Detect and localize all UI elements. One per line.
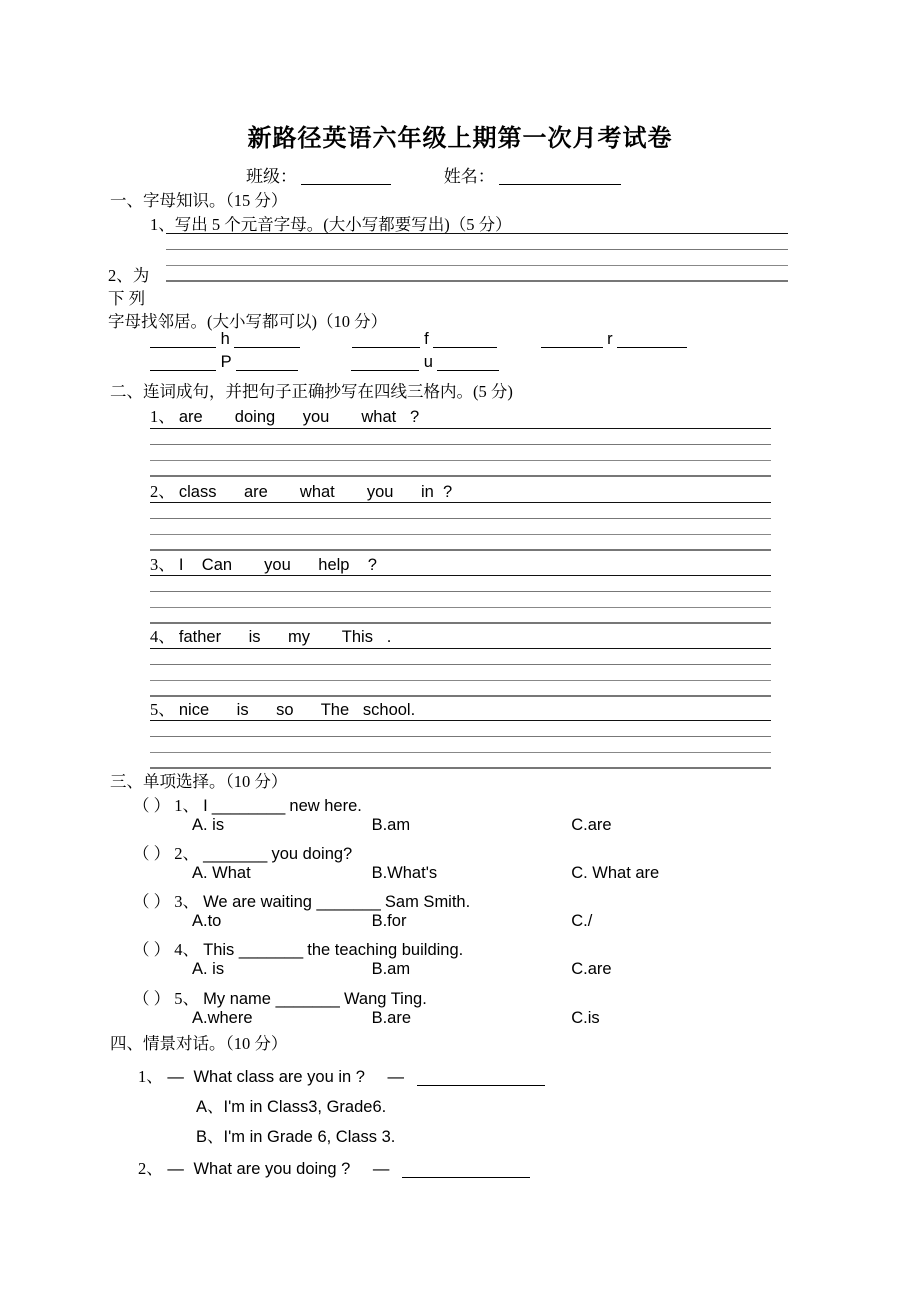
question-number: 3、 xyxy=(174,892,199,911)
dialogue-question: What are you doing ? xyxy=(193,1160,351,1178)
neighbour-blank-after-h[interactable] xyxy=(234,347,300,348)
dialogue-question: What class are you in ? xyxy=(193,1068,365,1086)
class-label: 班级： xyxy=(246,167,297,186)
mc-options-2 xyxy=(192,864,659,883)
option-c[interactable]: C./ xyxy=(571,912,593,930)
name-input-blank[interactable] xyxy=(499,184,621,185)
item-words: I Can you help ? xyxy=(178,556,377,574)
dialogue-item-2 xyxy=(138,1155,530,1179)
dash-icon: — xyxy=(167,1160,184,1178)
mc-question-1 xyxy=(133,792,362,816)
mc-question-5 xyxy=(133,985,427,1009)
writing-staff-s2-item5[interactable] xyxy=(150,720,771,768)
option-a[interactable]: A. is xyxy=(192,960,225,978)
answer-blank[interactable]: _______ xyxy=(316,893,381,911)
letter-p: P xyxy=(220,353,232,371)
stem-after: new here. xyxy=(289,797,362,815)
option-b[interactable]: B.are xyxy=(371,1009,412,1027)
option-a[interactable]: A. is xyxy=(192,816,225,834)
answer-bracket-3[interactable]: （ ） xyxy=(133,892,171,911)
dash-icon: — xyxy=(387,1068,405,1086)
section-2-item-2 xyxy=(150,478,452,502)
neighbour-blank-after-u[interactable] xyxy=(437,370,499,371)
letter-neighbours-row-2 xyxy=(150,353,499,372)
letter-neighbours-row-1 xyxy=(150,330,687,349)
neighbour-blank-after-p[interactable] xyxy=(236,370,298,371)
neighbour-blank-after-r[interactable] xyxy=(617,347,687,348)
mc-question-4 xyxy=(133,936,463,960)
name-label: 姓名： xyxy=(443,167,495,186)
stem-after: the teaching building. xyxy=(307,941,464,959)
option-a[interactable]: A.to xyxy=(192,912,222,930)
writing-staff-s2-item3[interactable] xyxy=(150,575,771,623)
option-a[interactable]: A.where xyxy=(192,1009,253,1027)
item-number: 3、 xyxy=(150,555,175,574)
answer-blank[interactable]: ________ xyxy=(211,797,286,815)
answer-bracket-2[interactable]: （ ） xyxy=(133,844,171,863)
dialogue-answer-blank-2[interactable] xyxy=(402,1177,530,1178)
answer-blank[interactable]: _______ xyxy=(238,941,304,959)
section-4-heading: 四、情景对话。（10 分） xyxy=(110,1034,288,1053)
dash-icon: — xyxy=(167,1068,184,1086)
section-3-heading: 三、单项选择。（10 分） xyxy=(110,772,288,791)
class-input-blank[interactable] xyxy=(301,184,391,185)
item-number: 2、 xyxy=(138,1159,163,1178)
section-1-heading: 一、字母知识。（15 分） xyxy=(110,191,288,210)
section-1-item-2-line1: 2、为 xyxy=(108,266,150,285)
option-a[interactable]: A. What xyxy=(192,864,251,882)
answer-bracket-5[interactable]: （ ） xyxy=(133,989,171,1008)
section-2-item-4 xyxy=(150,623,391,647)
neighbour-blank-before-u[interactable] xyxy=(351,370,419,371)
stem-after: Wang Ting. xyxy=(343,990,427,1008)
answer-blank[interactable]: _______ xyxy=(275,990,340,1008)
item-number: 2、 xyxy=(150,482,175,501)
option-c[interactable]: C.are xyxy=(571,816,612,834)
question-number: 4、 xyxy=(174,940,199,959)
neighbour-blank-before-p[interactable] xyxy=(150,370,216,371)
writing-staff-s2-item2[interactable] xyxy=(150,502,771,550)
letter-h: h xyxy=(220,330,230,348)
stem-after: Sam Smith. xyxy=(384,893,471,911)
dash-icon: — xyxy=(372,1160,390,1178)
letter-f: f xyxy=(424,330,429,348)
stem-before: I xyxy=(203,797,208,815)
neighbour-blank-before-h[interactable] xyxy=(150,347,216,348)
neighbour-blank-after-f[interactable] xyxy=(433,347,497,348)
option-c[interactable]: C.is xyxy=(571,1009,600,1027)
option-b[interactable]: B.for xyxy=(371,912,407,930)
writing-staff-section1[interactable] xyxy=(166,233,788,281)
mc-options-5 xyxy=(192,1009,600,1028)
option-c[interactable]: C.are xyxy=(571,960,612,978)
dialogue-item-1 xyxy=(138,1063,545,1087)
question-number: 5、 xyxy=(174,989,199,1008)
question-number: 1、 xyxy=(174,796,199,815)
option-b[interactable]: B.What's xyxy=(371,864,438,882)
item-words: nice is so The school. xyxy=(178,701,416,719)
item-number: 1、 xyxy=(150,407,175,426)
dialogue-1-option-b[interactable] xyxy=(196,1123,395,1147)
item-number: 4、 xyxy=(150,627,175,646)
letter-r: r xyxy=(607,330,613,348)
option-label: A、I'm in Class3, Grade6. xyxy=(196,1098,387,1116)
mc-question-3 xyxy=(133,888,470,912)
item-words: class are what you in ? xyxy=(178,483,453,501)
section-1-item-2-line2: 下 列 xyxy=(108,289,146,308)
page-title: 新路径英语六年级上期第一次月考试卷 xyxy=(247,124,673,152)
item-words: father is my This . xyxy=(178,628,392,646)
section-2-item-1 xyxy=(150,403,419,427)
section-2-item-5 xyxy=(150,696,415,720)
dialogue-1-option-a[interactable] xyxy=(196,1093,386,1117)
option-b[interactable]: B.am xyxy=(371,960,411,978)
stem-before: My name xyxy=(203,990,276,1008)
writing-staff-s2-item1[interactable] xyxy=(150,428,771,476)
neighbour-blank-before-f[interactable] xyxy=(352,347,420,348)
stem-before: We are waiting xyxy=(203,893,317,911)
writing-staff-s2-item4[interactable] xyxy=(150,648,771,696)
answer-bracket-4[interactable]: （ ） xyxy=(133,940,171,959)
mc-options-4 xyxy=(192,960,612,979)
question-number: 2、 xyxy=(174,844,199,863)
stem-before: This xyxy=(203,941,239,959)
item-number: 1、 xyxy=(138,1067,163,1086)
item-words: are doing you what ? xyxy=(178,408,420,426)
item-number: 5、 xyxy=(150,700,175,719)
stem-after: you doing? xyxy=(271,845,353,863)
section-2-heading: 二、连词成句，并把句子正确抄写在四线三格内。(5 分) xyxy=(110,382,513,401)
mc-question-2 xyxy=(133,840,352,864)
dialogue-answer-blank-1[interactable] xyxy=(417,1085,545,1086)
option-label: B、I'm in Grade 6, Class 3. xyxy=(196,1128,396,1146)
section-1-item-1-text: 1、写出 5 个元音字母。(大小写都要写出)（5 分） xyxy=(150,215,512,234)
mc-options-3 xyxy=(192,912,592,931)
neighbour-blank-before-r[interactable] xyxy=(541,347,603,348)
section-1-item-2-line3: 字母找邻居。(大小写都可以)（10 分） xyxy=(108,312,388,331)
mc-options-1 xyxy=(192,816,612,835)
option-c[interactable]: C. What are xyxy=(571,864,660,882)
letter-u: u xyxy=(423,353,433,371)
option-b[interactable]: B.am xyxy=(371,816,411,834)
answer-blank[interactable]: _______ xyxy=(203,845,268,863)
section-2-item-3 xyxy=(150,551,377,575)
answer-bracket-1[interactable]: （ ） xyxy=(133,796,171,815)
student-info-row xyxy=(246,162,621,187)
